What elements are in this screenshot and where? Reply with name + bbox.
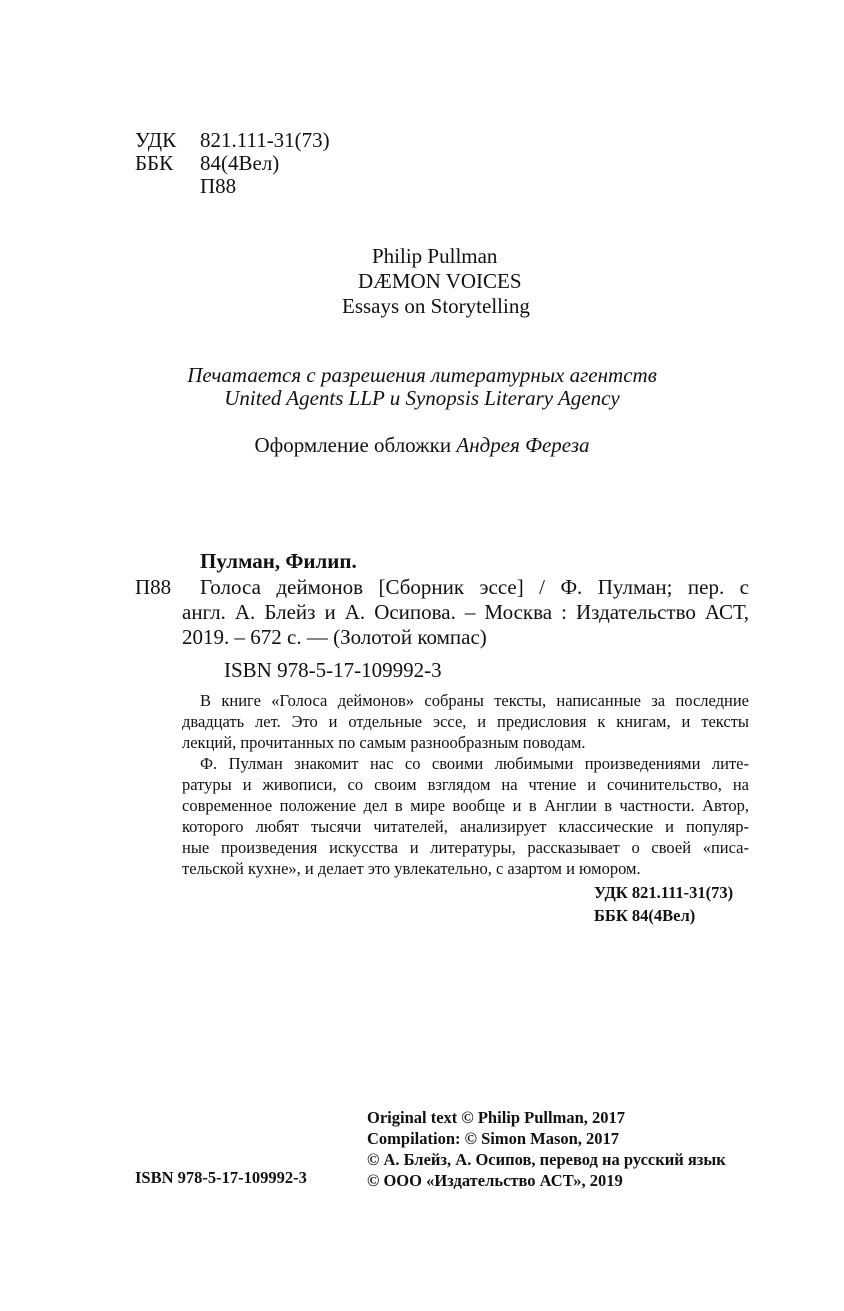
annotation-line-8: ные произведения искусства и литературы, рассказывает о своей «писа- (182, 838, 749, 857)
permission-line-2: United Agents LLP и Synopsis Literary Agency (224, 386, 620, 410)
original-title: DÆMON VOICES (358, 269, 522, 293)
permission-line-1: Печатается с разрешения литературных агентств (187, 363, 657, 387)
cover-design-credit (0, 432, 844, 458)
bib-author-heading: Пулман, Филип. (200, 549, 357, 573)
copyright-line-2: Compilation: © Simon Mason, 2017 (367, 1129, 620, 1148)
bib-mark: П88 (135, 575, 172, 599)
original-author: Philip Pullman (372, 244, 498, 268)
author-mark: П88 (200, 174, 237, 198)
cover-design-prefix: Оформление обложки (254, 433, 452, 457)
bib-line-3: 2019. – 672 с. — (Золотой компас) (182, 625, 487, 649)
bib-line-1: Голоса деймонов [Сборник эссе] / Ф. Пулман; пер. с (200, 575, 749, 599)
footer-isbn: ISBN 978-5-17-109992-3 (135, 1168, 307, 1187)
annotation-line-3: лекций, прочитанных по самым разнообразным поводам. (182, 733, 586, 752)
copyright-line-3: © А. Блейз, А. Осипов, перевод на русский язык (367, 1150, 726, 1169)
annotation-line-1: В книге «Голоса деймонов» собраны тексты, написанные за последние (200, 691, 749, 710)
bbk-label: ББК (135, 151, 174, 175)
udk-label: УДК (135, 128, 177, 152)
annotation-line-6: современное положение дел в мире вообще и в Англии в частности. Автор, (182, 796, 749, 815)
annotation-line-7: которого любят тысячи читателей, анализирует классические и популяр- (182, 817, 749, 836)
bib-isbn: ISBN 978-5-17-109992-3 (224, 658, 442, 682)
udk-value: 821.111-31(73) (200, 128, 330, 152)
annotation-line-2: двадцать лет. Это и отдельные эссе, и предисловия к книгам, и тексты (182, 712, 749, 731)
annotation-line-4: Ф. Пулман знакомит нас со своими любимыми произведениями лите- (200, 754, 749, 773)
copyright-line-1: Original text © Philip Pullman, 2017 (367, 1108, 626, 1127)
bib-line-2: англ. А. Блейз и А. Осипова. – Москва : Издательство АСТ, (182, 600, 749, 624)
cover-designer-name: Андрея Фереза (456, 433, 590, 457)
bbk-value: 84(4Вел) (200, 151, 280, 175)
annotation-line-9: тельской кухне», и делает это увлекательно, с азартом и юмором. (182, 859, 641, 878)
annotation-bbk: ББК 84(4Вел) (594, 906, 696, 925)
original-subtitle: Essays on Storytelling (342, 294, 530, 318)
annotation-udk: УДК 821.111-31(73) (594, 883, 734, 902)
copyright-line-4: © ООО «Издательство АСТ», 2019 (367, 1171, 623, 1190)
annotation-line-5: ратуры и живописи, со своим взглядом на чтение и сочинительство, на (182, 775, 749, 794)
